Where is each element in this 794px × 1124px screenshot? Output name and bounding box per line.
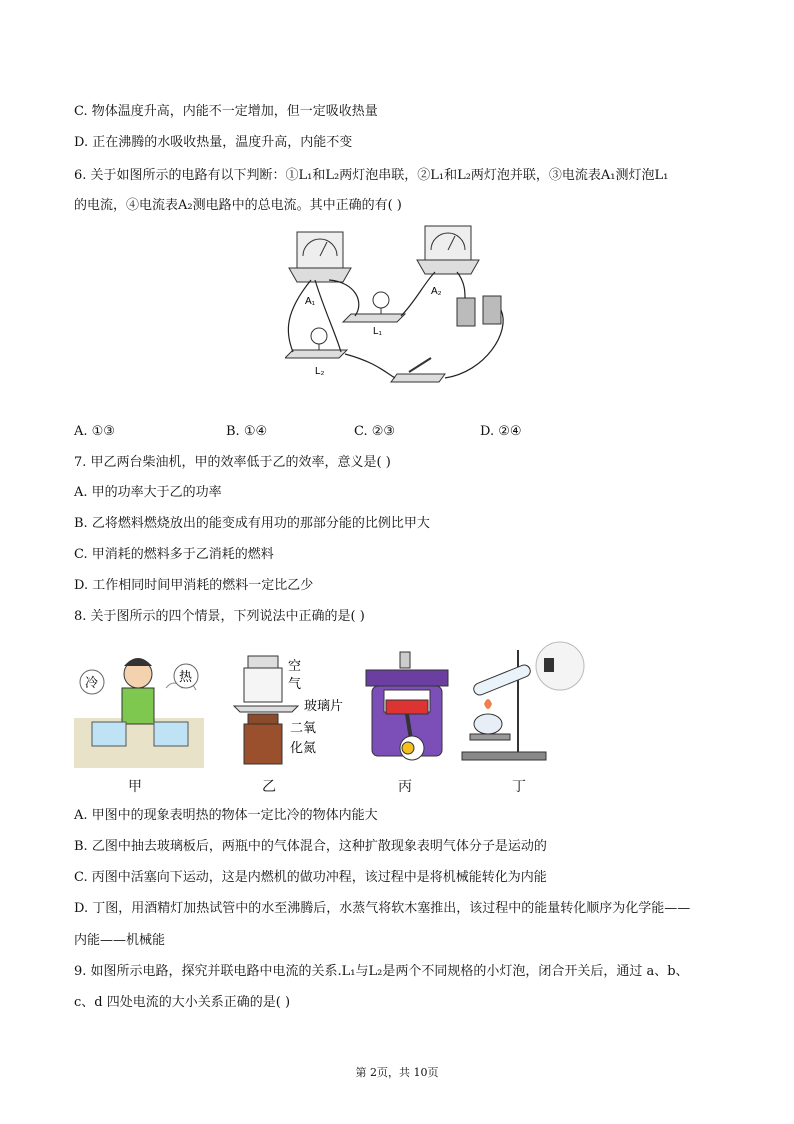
- q8-option-a: A. 甲图中的现象表明热的物体一定比冷的物体内能大: [74, 808, 378, 823]
- label-l2: L₂: [315, 366, 325, 377]
- option-c-prev: C. 物体温度升高，内能不一定增加，但一定吸收热量: [74, 104, 378, 119]
- label-no2-2: 化氮: [290, 741, 317, 756]
- caption-ding: 丁: [512, 779, 526, 795]
- q8-option-b: B. 乙图中抽去玻璃板后，两瓶中的气体混合，这种扩散现象表明气体分子是运动的: [74, 839, 547, 854]
- label-no2-1: 二氧: [290, 721, 317, 736]
- battery-icon: [457, 296, 501, 326]
- question-8: 8. 关于图所示的四个情景，下列说法中正确的是( ): [74, 609, 365, 624]
- option-d-prev: D. 正在沸腾的水吸收热量，温度升高，内能不变: [74, 135, 353, 150]
- q7-option-b: B. 乙将燃料燃烧放出的能变成有用功的那部分能的比例比甲大: [74, 516, 430, 531]
- figure-bing: [362, 650, 452, 768]
- q6-option-b: B. ①④: [226, 424, 268, 439]
- label-a1: A₁: [305, 296, 316, 307]
- lamp-l1: [343, 292, 405, 322]
- page-footer: 第 2页，共 10页: [355, 1066, 439, 1079]
- label-hot: 热: [179, 670, 193, 685]
- question-9-line1: 9. 如图所示电路，探究并联电路中电流的关系.L₁与L₂是两个不同规格的小灯泡，闭合开关后，通过 a、b、: [74, 964, 689, 979]
- question-9-line2: c、d 四处电流的大小关系正确的是( ): [74, 995, 291, 1010]
- q8-option-d-line1: D. 丁图，用酒精灯加热试管中的水至沸腾后，水蒸气将软木塞推出，该过程中的能量转化顺序为化学能——: [74, 901, 691, 916]
- figure-yi: [232, 648, 352, 768]
- ammeter-a2: [417, 226, 479, 274]
- caption-yi: 乙: [262, 779, 276, 795]
- ammeter-a1: [289, 232, 351, 282]
- label-air-2: 气: [288, 677, 302, 692]
- q7-option-c: C. 甲消耗的燃料多于乙消耗的燃料: [74, 547, 274, 562]
- switch-icon: [391, 358, 445, 382]
- label-air-1: 空: [288, 659, 302, 674]
- q8-option-c: C. 丙图中活塞向下运动，这是内燃机的做功冲程，该过程中是将机械能转化为内能: [74, 870, 547, 885]
- q7-option-a: A. 甲的功率大于乙的功率: [74, 485, 222, 500]
- question-6-line1: 6. 关于如图所示的电路有以下判断：①L₁和L₂两灯泡串联，②L₁和L₂两灯泡并联，③电流表A₁测灯泡L₁: [74, 168, 669, 183]
- label-glass: 玻璃片: [304, 699, 344, 714]
- figure-jia: [74, 648, 204, 768]
- q7-option-d: D. 工作相同时间甲消耗的燃料一定比乙少: [74, 578, 314, 593]
- label-a2: A₂: [431, 286, 442, 297]
- label-cold: 冷: [85, 676, 99, 691]
- figure-ding: [460, 640, 600, 768]
- question-6-line2: 的电流，④电流表A₂测电路中的总电流。其中正确的有( ): [74, 198, 402, 213]
- q6-option-a: A. ①③: [74, 424, 115, 439]
- q8-option-d-line2: 内能——机械能: [74, 933, 166, 948]
- caption-jia: 甲: [128, 779, 142, 795]
- question-7: 7. 甲乙两台柴油机，甲的效率低于乙的效率，意义是( ): [74, 455, 391, 470]
- q6-option-d: D. ②④: [480, 424, 522, 439]
- q6-option-c: C. ②③: [354, 424, 396, 439]
- caption-bing: 丙: [398, 779, 412, 795]
- circuit-diagram-q6: [285, 222, 515, 390]
- label-l1: L₁: [373, 326, 382, 337]
